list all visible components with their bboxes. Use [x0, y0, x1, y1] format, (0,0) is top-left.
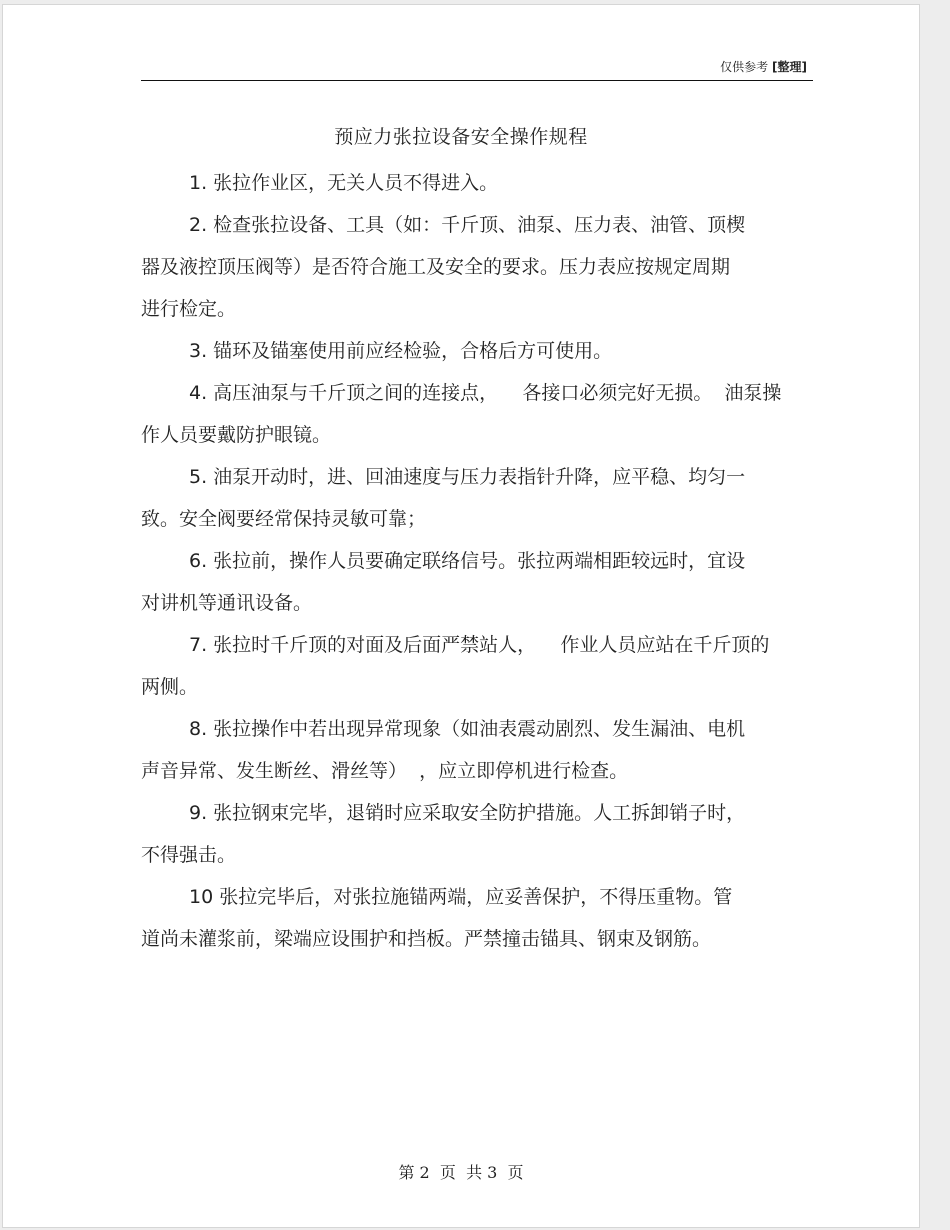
document-page — [2, 4, 920, 1228]
header-note — [720, 58, 807, 75]
header-bracket-label: [整理] — [772, 60, 807, 74]
paragraph-line: 5. 油泵开动时，进、回油速度与压力表指针升降，应平稳、均匀一 — [189, 466, 746, 488]
paragraph — [141, 456, 821, 540]
paragraph-line: 10 张拉完毕后，对张拉施锚两端，应妥善保护，不得压重物。管 — [189, 886, 733, 908]
paragraph-line: 对讲机等通讯设备。 — [141, 592, 313, 614]
paragraph-line: 两侧。 — [141, 676, 199, 698]
paragraph — [141, 372, 821, 456]
paragraph-line: 器及液控顶压阀等）是否符合施工及安全的要求。压力表应按规定周期 — [141, 256, 731, 278]
paragraph-line: 2. 检查张拉设备、工具（如：千斤顶、油泵、压力表、油管、顶楔 — [189, 214, 746, 236]
paragraph-line: 7. 张拉时千斤顶的对面及后面严禁站人， 作业人员应站在千斤顶的 — [189, 634, 770, 656]
document-body — [141, 162, 821, 960]
paragraph-line: 8. 张拉操作中若出现异常现象（如油表震动剧烈、发生漏油、电机 — [189, 718, 746, 740]
paragraph-line: 进行检定。 — [141, 298, 237, 320]
paragraph-line: 6. 张拉前，操作人员要确定联络信号。张拉两端相距较远时，宜设 — [189, 550, 746, 572]
document-title: 预应力张拉设备安全操作规程 — [334, 126, 588, 148]
paragraph — [141, 708, 821, 792]
paragraph-line: 9. 张拉钢束完毕，退销时应采取安全防护措施。人工拆卸销子时， — [189, 802, 746, 824]
paragraph — [141, 540, 821, 624]
paragraph-line: 3. 锚环及锚塞使用前应经检验，合格后方可使用。 — [189, 340, 613, 362]
paragraph — [141, 330, 821, 372]
header-note-text: 仅供参考 — [720, 60, 769, 74]
paragraph — [141, 204, 821, 330]
header-rule — [141, 80, 813, 81]
paragraph — [141, 624, 821, 708]
paragraph-line: 不得强击。 — [141, 844, 237, 866]
paragraph — [141, 162, 821, 204]
paragraph-line: 1. 张拉作业区，无关人员不得进入。 — [189, 172, 499, 194]
paragraph-line: 道尚未灌浆前，梁端应设围护和挡板。严禁撞击锚具、钢束及钢筋。 — [141, 928, 712, 950]
paragraph — [141, 876, 821, 960]
paragraph-line: 作人员要戴防护眼镜。 — [141, 424, 332, 446]
paragraph-line: 4. 高压油泵与千斤顶之间的连接点， 各接口必须完好无损。 油泵操 — [189, 382, 782, 404]
page-footer: 第 2 页 共 3 页 — [398, 1163, 524, 1182]
paragraph — [141, 792, 821, 876]
paragraph-line: 致。安全阀要经常保持灵敏可靠； — [141, 508, 427, 530]
paragraph-line: 声音异常、发生断丝、滑丝等） ，应立即停机进行检查。 — [141, 760, 629, 782]
